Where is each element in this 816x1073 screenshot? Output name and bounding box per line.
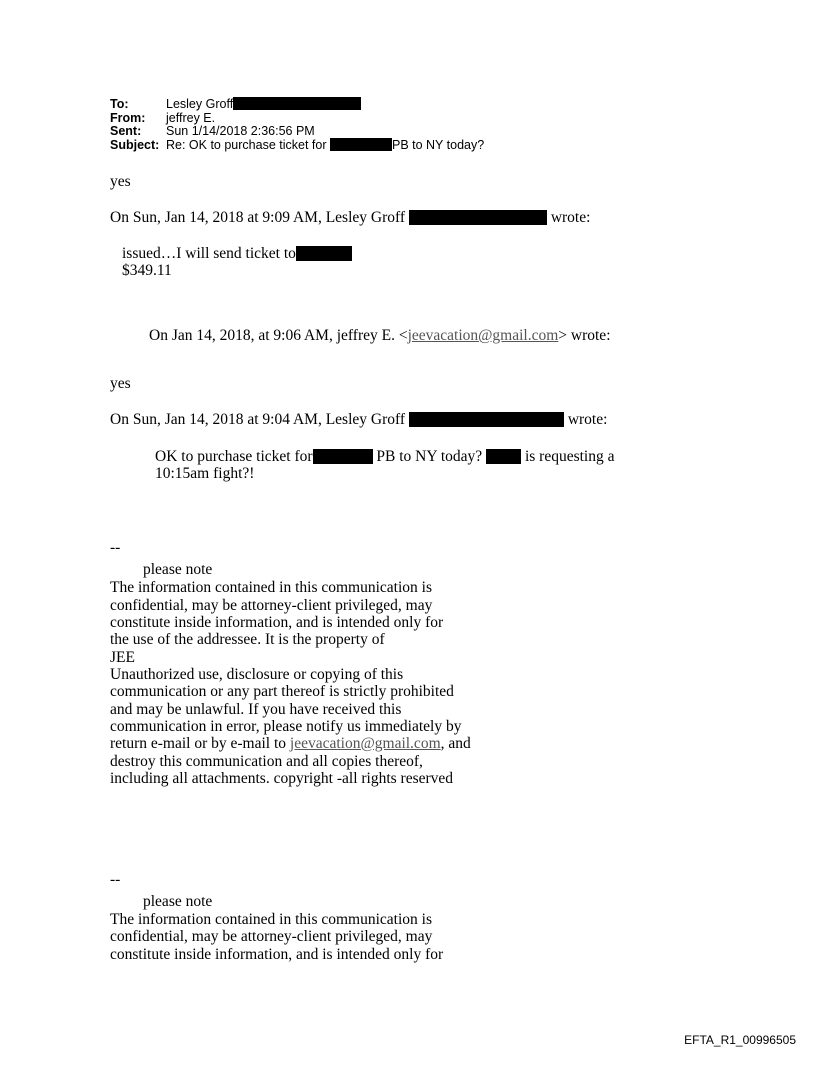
- to-label: To:: [110, 97, 129, 111]
- disclaimer-line: communication in error, please notify us immediately by: [110, 718, 462, 735]
- redaction: [409, 210, 547, 225]
- ok-line-2: 10:15am fight?!: [155, 465, 255, 482]
- quote-header: [149, 327, 611, 345]
- subject-text: Re: OK to purchase ticket for: [166, 138, 327, 152]
- subject-text-end: PB to NY today?: [391, 138, 485, 152]
- issued-line: [122, 245, 352, 263]
- from-row: [110, 111, 215, 125]
- bates-number: EFTA_R1_00996505: [684, 1033, 796, 1047]
- disclaimer-line: [110, 735, 471, 753]
- disclaimer-line: communication or any part thereof is strictly prohibited: [110, 683, 454, 700]
- disclaimer-line: The information contained in this communication is: [110, 911, 432, 928]
- quote-header-text: On Sun, Jan 14, 2018 at 9:04 AM, Lesley Groff: [110, 411, 406, 428]
- from-value: jeffrey E.: [166, 111, 216, 125]
- subject-label: Subject:: [110, 138, 160, 152]
- ok-line: [155, 448, 614, 466]
- disclaimer-line: the use of the addressee. It is the property of: [110, 631, 385, 648]
- price-text: $349.11: [122, 262, 172, 279]
- disclaimer-line: including all attachments. copyright -all rights reserved: [110, 770, 454, 787]
- sent-label: Sent:: [110, 124, 142, 138]
- disclaimer-line: destroy this communication and all copies thereof,: [110, 753, 423, 770]
- issued-text: issued…I will send ticket to: [122, 245, 296, 262]
- ok-text-mid: PB to NY today?: [376, 448, 483, 465]
- quote-header-text: On Sun, Jan 14, 2018 at 9:09 AM, Lesley Groff: [110, 209, 406, 226]
- ok-text-end: is requesting a: [524, 448, 615, 465]
- redaction: [313, 449, 373, 464]
- disclaimer-line: The information contained in this communication is: [110, 579, 432, 596]
- disclaimer-line: JEE: [110, 649, 135, 666]
- please-note: please note: [143, 561, 213, 578]
- ok-text: OK to purchase ticket for: [155, 448, 313, 465]
- redaction: [486, 449, 521, 464]
- wrote-text: wrote:: [550, 209, 591, 226]
- disclaimer-line: confidential, may be attorney-client privileged, may: [110, 928, 433, 945]
- reply-text: yes: [110, 375, 131, 392]
- disclaimer-line: confidential, may be attorney-client privileged, may: [110, 597, 433, 614]
- email-link[interactable]: jeevacation@gmail.com: [289, 735, 441, 752]
- quote-header-end: > wrote:: [558, 327, 611, 344]
- quote-header: [110, 411, 607, 429]
- redaction: [296, 246, 352, 261]
- quote-header: [110, 209, 590, 227]
- from-label: From:: [110, 111, 146, 125]
- disclaimer-text: return e-mail or by e-mail to: [110, 735, 290, 752]
- disclaimer-line: constitute inside information, and is intended only for: [110, 614, 444, 631]
- disclaimer-line: constitute inside information, and is intended only for: [110, 946, 444, 963]
- to-value: Lesley Groff: [166, 97, 234, 111]
- please-note: please note: [143, 893, 213, 910]
- to-row: [110, 97, 361, 111]
- redaction: [330, 138, 392, 151]
- sent-value: Sun 1/14/2018 2:36:56 PM: [166, 124, 315, 138]
- separator: --: [110, 871, 121, 888]
- sent-row: [110, 124, 315, 138]
- email-link[interactable]: jeevacation@gmail.com: [407, 327, 559, 344]
- quote-header-text: On Jan 14, 2018, at 9:06 AM, jeffrey E. <: [149, 327, 408, 344]
- disclaimer-line: and may be unlawful. If you have received this: [110, 701, 402, 718]
- redaction: [233, 97, 361, 110]
- separator: --: [110, 539, 121, 556]
- subject-row: [110, 138, 484, 152]
- disclaimer-line: Unauthorized use, disclosure or copying of this: [110, 666, 404, 683]
- redaction: [409, 412, 564, 427]
- wrote-text: wrote:: [567, 411, 608, 428]
- disclaimer-text-end: , and: [440, 735, 471, 752]
- reply-text: yes: [110, 173, 131, 190]
